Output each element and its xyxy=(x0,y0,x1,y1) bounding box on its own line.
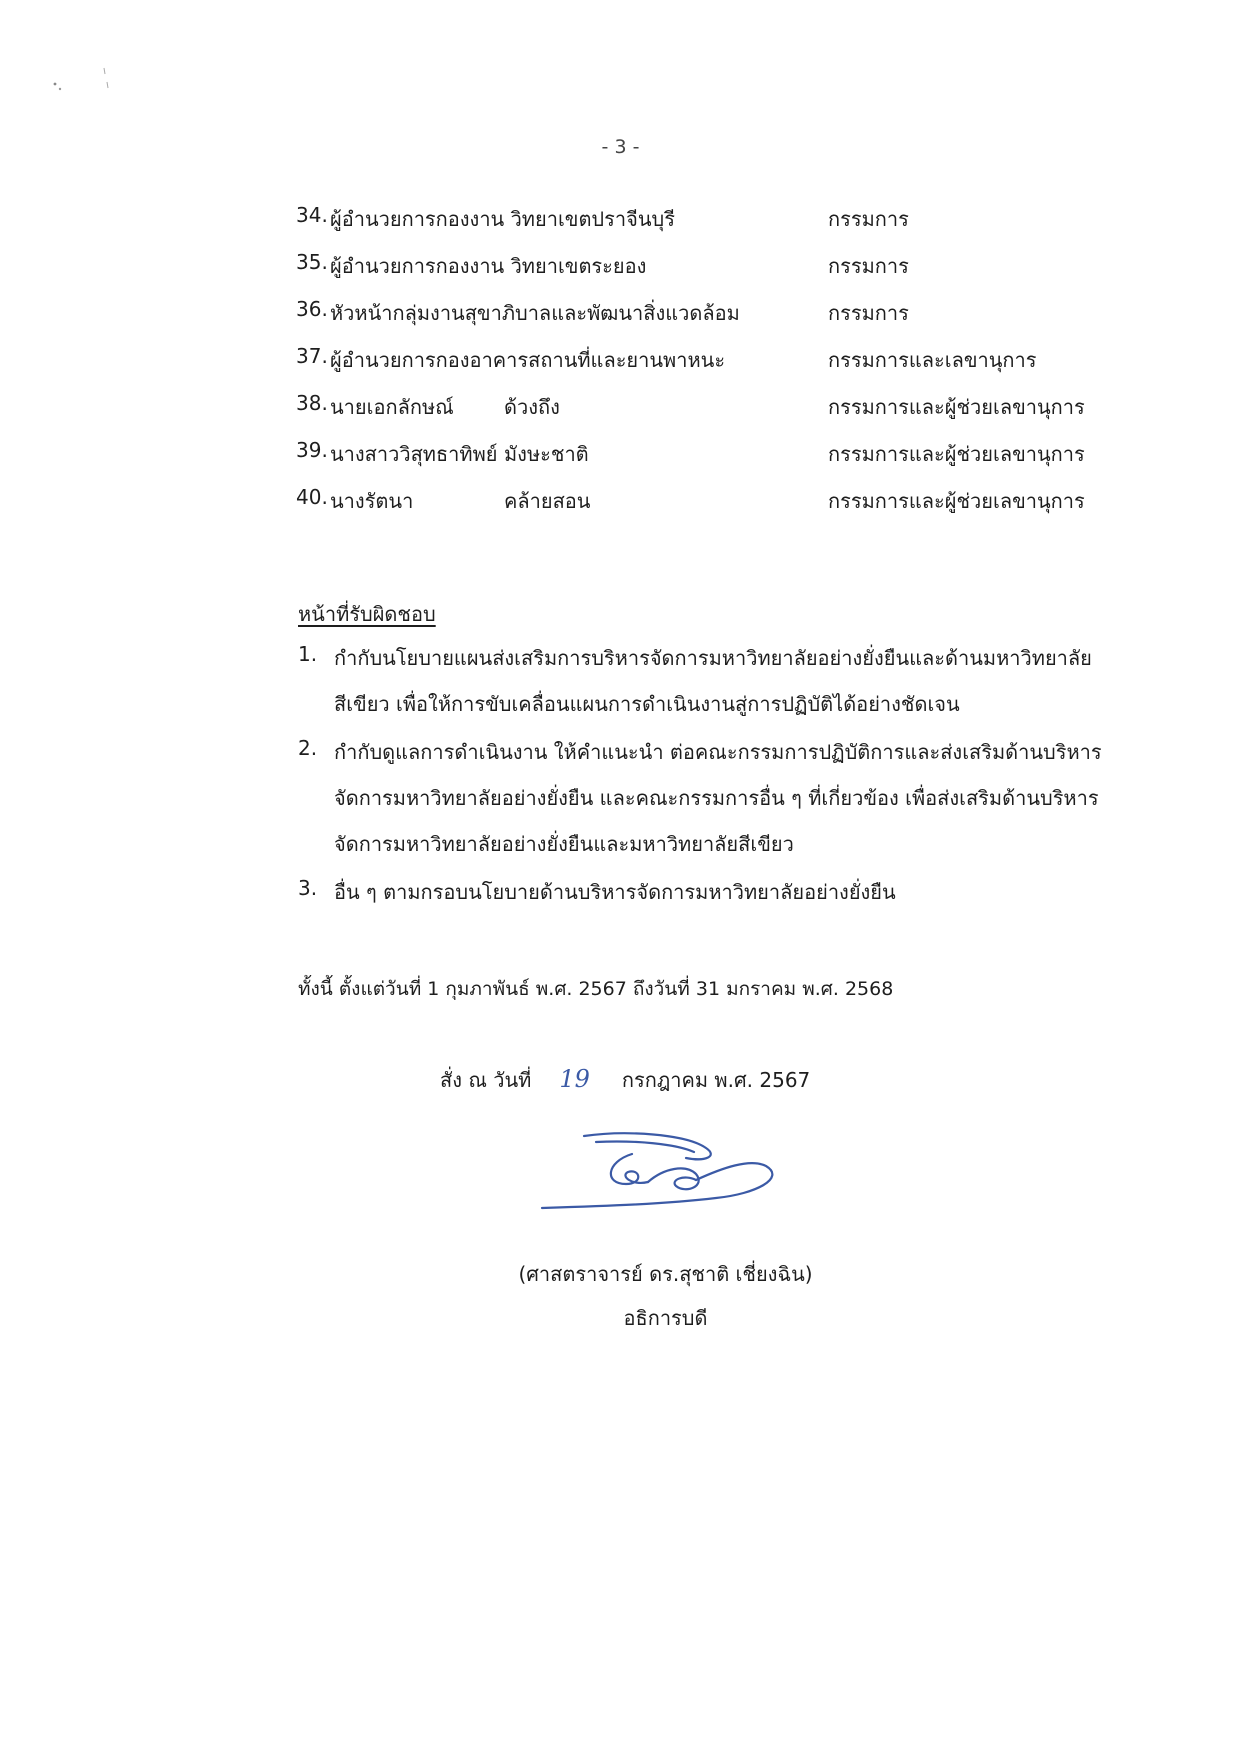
member-name: นางสาววิสุทธาทิพย์ xyxy=(330,442,498,466)
signer-title: อธิการบดี xyxy=(623,1306,708,1330)
order-date-prefix: สั่ง ณ วันที่ xyxy=(440,1068,532,1092)
duty-number: 2. xyxy=(298,736,318,760)
order-date-suffix: กรกฎาคม พ.ศ. 2567 xyxy=(621,1068,811,1092)
member-role: กรรมการและผู้ช่วยเลขานุการ xyxy=(828,442,1085,466)
signer-name: (ศาสตราจารย์ ดร.สุชาติ เชี่ยงฉิน) xyxy=(518,1262,813,1286)
member-row xyxy=(296,250,1096,297)
member-number: 37. xyxy=(296,344,328,368)
member-role: กรรมการ xyxy=(828,207,909,231)
member-role: กรรมการ xyxy=(828,301,909,325)
member-number: 39. xyxy=(296,438,328,462)
member-row xyxy=(296,344,1096,391)
duty-line: กำกับนโยบายแผนส่งเสริมการบริหารจัดการมหาวิทยาลัยอย่างยั่งยืนและด้านมหาวิทยาลัย xyxy=(334,646,1092,670)
member-name: ผู้อำนวยการกองอาคารสถานที่และยานพาหนะ xyxy=(330,348,726,372)
member-row xyxy=(296,297,1096,344)
duty-line: จัดการมหาวิทยาลัยอย่างยั่งยืน และคณะกรรมการอื่น ๆ ที่เกี่ยวข้อง เพื่อส่งเสริมด้านบริหาร xyxy=(334,786,1099,810)
duty-line: จัดการมหาวิทยาลัยอย่างยั่งยืนและมหาวิทยาลัยสีเขียว xyxy=(334,832,794,856)
handwritten-signature xyxy=(536,1128,796,1212)
member-role: กรรมการและเลขานุการ xyxy=(828,348,1037,372)
member-name: นางรัตนา xyxy=(330,489,414,513)
page-number: - 3 - xyxy=(601,136,640,158)
member-role: กรรมการ xyxy=(828,254,909,278)
member-surname: คล้ายสอน xyxy=(504,489,591,513)
member-name: นายเอกลักษณ์ xyxy=(330,395,454,419)
committee-member-list xyxy=(296,203,1096,532)
member-number: 40. xyxy=(296,485,328,509)
duty-number: 1. xyxy=(298,642,318,666)
duties-heading: หน้าที่รับผิดชอบ xyxy=(298,602,436,626)
member-number: 34. xyxy=(296,203,328,227)
member-row xyxy=(296,485,1096,532)
duty-line: สีเขียว เพื่อให้การขับเคลื่อนแผนการดำเนินงานสู่การปฏิบัติได้อย่างชัดเจน xyxy=(334,692,960,716)
member-number: 35. xyxy=(296,250,328,274)
member-name: หัวหน้ากลุ่มงานสุขาภิบาลและพัฒนาสิ่งแวดล้อม xyxy=(330,301,740,325)
member-role: กรรมการและผู้ช่วยเลขานุการ xyxy=(828,489,1085,513)
member-number: 38. xyxy=(296,391,328,415)
member-name: ผู้อำนวยการกองงาน วิทยาเขตระยอง xyxy=(330,254,647,278)
order-date-day: 19 xyxy=(559,1065,590,1093)
member-name: ผู้อำนวยการกองงาน วิทยาเขตปราจีนบุรี xyxy=(330,207,675,231)
member-row xyxy=(296,391,1096,438)
member-row xyxy=(296,438,1096,485)
scan-specks xyxy=(50,66,120,96)
member-row xyxy=(296,203,1096,250)
member-surname: มังษะชาติ xyxy=(504,442,589,466)
member-surname: ด้วงถึง xyxy=(504,395,560,419)
validity-period: ทั้งนี้ ตั้งแต่วันที่ 1 กุมภาพันธ์ พ.ศ. 2567 ถึงวันที่ 31 มกราคม พ.ศ. 2568 xyxy=(298,978,894,1000)
order-date xyxy=(440,1064,810,1096)
duty-line: กำกับดูแลการดำเนินงาน ให้คำแนะนำ ต่อคณะกรรมการปฏิบัติการและส่งเสริมด้านบริหาร xyxy=(334,740,1102,764)
duty-line: อื่น ๆ ตามกรอบนโยบายด้านบริหารจัดการมหาวิทยาลัยอย่างยั่งยืน xyxy=(334,880,896,904)
duty-number: 3. xyxy=(298,876,318,900)
member-role: กรรมการและผู้ช่วยเลขานุการ xyxy=(828,395,1085,419)
member-number: 36. xyxy=(296,297,328,321)
